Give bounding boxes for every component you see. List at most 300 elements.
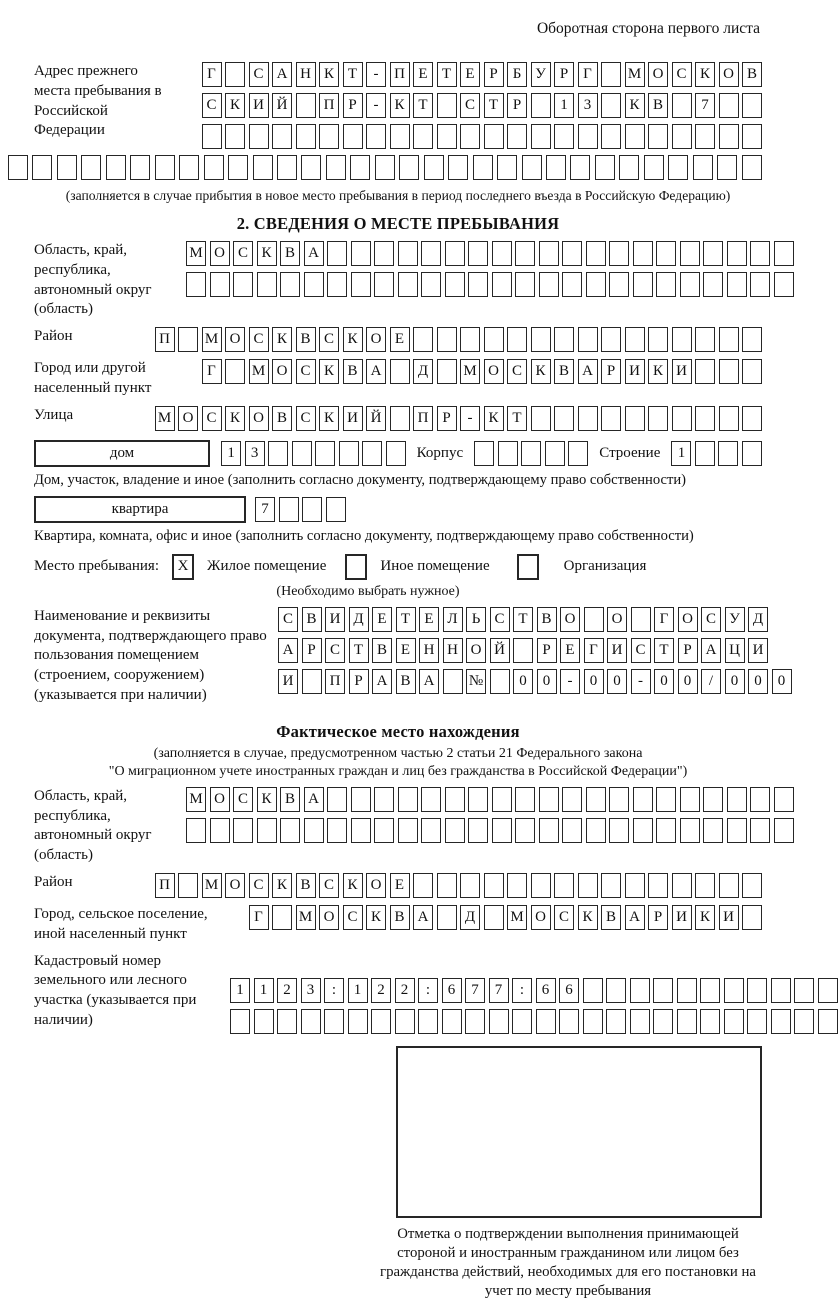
form-cell (672, 93, 692, 118)
form-cell: И (672, 905, 692, 930)
form-cell: В (272, 406, 292, 431)
form-cell: - (560, 669, 580, 694)
form-cell (202, 124, 222, 149)
form-cell (304, 272, 324, 297)
residence-type-note: (Необходимо выбрать нужное) (276, 583, 460, 599)
form-cell (515, 818, 535, 843)
form-cell (155, 155, 175, 180)
house-field: дом (34, 440, 210, 467)
form-cell: К (319, 62, 339, 87)
form-cell (178, 327, 198, 352)
form-cell: Л (443, 607, 463, 632)
form-cell (351, 787, 371, 812)
form-cell: О (560, 607, 580, 632)
form-cell (445, 818, 465, 843)
form-cell: Р (437, 406, 457, 431)
form-cell (473, 155, 493, 180)
form-cell: С (672, 62, 692, 87)
form-cell: О (225, 327, 245, 352)
cadastral-block (34, 952, 762, 1034)
form-cell: 0 (725, 669, 745, 694)
form-cell (719, 873, 739, 898)
apartment-caption: Квартира, комната, офис и иное (заполнить согласно документу, подтверждающему право собственности) (34, 527, 694, 544)
form-cell (351, 818, 371, 843)
form-cell (257, 272, 277, 297)
form-cell: Н (443, 638, 463, 663)
form-cell (484, 124, 504, 149)
form-cell (719, 124, 739, 149)
form-cell: В (537, 607, 557, 632)
form-cell: Е (390, 873, 410, 898)
actual-city-row (249, 905, 763, 930)
form-cell (747, 978, 767, 1003)
form-cell (374, 818, 394, 843)
form-cell: М (155, 406, 175, 431)
apartment-block (34, 496, 762, 523)
form-cell: Ц (725, 638, 745, 663)
form-cell (327, 818, 347, 843)
stroenie-cells (671, 441, 762, 466)
form-cell (562, 241, 582, 266)
form-cell: Г (578, 62, 598, 87)
korpus-label: Корпус (416, 444, 464, 461)
form-cell (460, 327, 480, 352)
form-cell: Н (419, 638, 439, 663)
form-cell (633, 241, 653, 266)
form-cell (653, 1009, 673, 1034)
form-cell: С (631, 638, 651, 663)
street-block (34, 406, 762, 431)
form-cell (568, 441, 588, 466)
form-cell: С (554, 905, 574, 930)
region-row-1 (186, 241, 794, 266)
form-cell (554, 873, 574, 898)
form-cell (774, 818, 794, 843)
prev-address-row-3 (202, 124, 763, 149)
district-label: Район (34, 328, 73, 345)
form-cell: К (319, 406, 339, 431)
district-row (155, 327, 763, 352)
cadastral-row-1 (230, 978, 838, 1003)
form-cell: К (225, 406, 245, 431)
form-cell (719, 406, 739, 431)
form-cell: А (272, 62, 292, 87)
form-cell: Е (413, 62, 433, 87)
form-cell (703, 241, 723, 266)
form-cell: И (672, 359, 692, 384)
form-cell (210, 272, 230, 297)
form-cell (437, 905, 457, 930)
city-row (202, 359, 763, 384)
form-cell (339, 441, 359, 466)
form-cell: А (278, 638, 298, 663)
form-cell: И (625, 359, 645, 384)
form-cell: О (607, 607, 627, 632)
form-cell: 0 (772, 669, 792, 694)
form-cell (489, 1009, 509, 1034)
form-cell: Г (202, 62, 222, 87)
form-cell (672, 124, 692, 149)
form-cell (750, 241, 770, 266)
form-cell (633, 818, 653, 843)
form-cell (468, 818, 488, 843)
form-cell: 3 (301, 978, 321, 1003)
form-cell: А (372, 669, 392, 694)
document-row-1 (278, 607, 792, 632)
prev-address-block (34, 62, 762, 149)
form-cell: Р (343, 93, 363, 118)
form-cell: В (302, 607, 322, 632)
form-cell (554, 406, 574, 431)
form-cell (742, 155, 762, 180)
form-cell (186, 272, 206, 297)
form-cell: М (296, 905, 316, 930)
form-cell: : (324, 978, 344, 1003)
form-cell: М (202, 873, 222, 898)
form-cell: Р (302, 638, 322, 663)
form-cell (656, 241, 676, 266)
form-cell (630, 978, 650, 1003)
form-cell (742, 441, 762, 466)
form-cell (625, 873, 645, 898)
region-block (34, 241, 762, 320)
form-cell (484, 327, 504, 352)
form-cell: В (280, 787, 300, 812)
form-cell (460, 124, 480, 149)
section2-title: 2. СВЕДЕНИЯ О МЕСТЕ ПРЕБЫВАНИЯ (236, 214, 560, 233)
form-cell: Г (202, 359, 222, 384)
form-cell (442, 1009, 462, 1034)
form-cell: 1 (671, 441, 691, 466)
form-cell (280, 272, 300, 297)
form-cell: Д (460, 905, 480, 930)
form-cell: 1 (348, 978, 368, 1003)
form-cell (437, 124, 457, 149)
form-cell: Р (554, 62, 574, 87)
form-cell (601, 406, 621, 431)
form-cell (724, 1009, 744, 1034)
form-cell (750, 272, 770, 297)
form-cell (225, 359, 245, 384)
form-cell (350, 155, 370, 180)
form-cell (398, 272, 418, 297)
form-cell (625, 327, 645, 352)
house-caption: Дом, участок, владение и иное (заполнить согласно документу, подтверждающему право собственности) (34, 471, 687, 488)
form-cell: 0 (678, 669, 698, 694)
cadastral-row-2 (230, 1009, 838, 1034)
form-cell: Д (413, 359, 433, 384)
form-cell (648, 124, 668, 149)
document-label: Наименование и реквизиты документа, подтверждающего право пользования помещением (строением, сооружением) (указывается при наличии) (34, 607, 267, 703)
form-cell (492, 241, 512, 266)
form-cell (774, 272, 794, 297)
form-cell: / (701, 669, 721, 694)
form-cell (631, 607, 651, 632)
form-cell: К (257, 787, 277, 812)
form-cell (578, 327, 598, 352)
form-cell: 3 (578, 93, 598, 118)
form-cell (186, 818, 206, 843)
form-cell: А (625, 905, 645, 930)
form-cell: К (578, 905, 598, 930)
form-cell: 1 (254, 978, 274, 1003)
form-cell: А (701, 638, 721, 663)
form-cell (703, 818, 723, 843)
form-cell: Р (678, 638, 698, 663)
form-cell: С (233, 241, 253, 266)
form-cell (443, 669, 463, 694)
form-cell (448, 155, 468, 180)
form-cell (279, 497, 299, 522)
form-cell (324, 1009, 344, 1034)
form-cell (460, 873, 480, 898)
option-residential-label: Жилое помещение (207, 558, 327, 575)
form-cell (742, 873, 762, 898)
form-cell (724, 978, 744, 1003)
form-cell: Т (484, 93, 504, 118)
form-cell (249, 124, 269, 149)
form-cell (375, 155, 395, 180)
form-cell (445, 241, 465, 266)
form-cell (703, 272, 723, 297)
actual-region-label: Область, край, республика, автономный округ (область) (34, 787, 152, 864)
form-cell (445, 272, 465, 297)
form-cell (292, 441, 312, 466)
form-cell: Г (584, 638, 604, 663)
form-cell (630, 1009, 650, 1034)
form-cell (233, 818, 253, 843)
form-cell (695, 327, 715, 352)
korpus-cells (474, 441, 588, 466)
form-cell (680, 272, 700, 297)
form-cell: Д (349, 607, 369, 632)
form-cell (204, 155, 224, 180)
form-cell (727, 241, 747, 266)
form-cell (539, 787, 559, 812)
form-cell (554, 124, 574, 149)
form-cell (595, 155, 615, 180)
form-cell: П (155, 327, 175, 352)
form-cell: Д (748, 607, 768, 632)
form-cell (296, 93, 316, 118)
form-cell (695, 124, 715, 149)
form-cell (695, 441, 715, 466)
house-number-cells (221, 441, 406, 466)
form-cell: В (390, 905, 410, 930)
form-cell (374, 241, 394, 266)
form-cell (210, 818, 230, 843)
form-cell: О (466, 638, 486, 663)
form-cell: В (601, 905, 621, 930)
form-cell: А (578, 359, 598, 384)
form-cell (742, 406, 762, 431)
form-cell: С (249, 873, 269, 898)
form-cell (351, 241, 371, 266)
prev-address-row-4 (8, 155, 762, 180)
form-cell (680, 818, 700, 843)
form-cell (326, 155, 346, 180)
form-cell: С (202, 406, 222, 431)
actual-region-row-1 (186, 787, 794, 812)
form-cell (515, 787, 535, 812)
form-cell: - (460, 406, 480, 431)
form-cell (57, 155, 77, 180)
form-cell (315, 441, 335, 466)
form-cell (277, 155, 297, 180)
form-cell: П (390, 62, 410, 87)
form-cell (633, 787, 653, 812)
form-cell (794, 978, 814, 1003)
form-cell (280, 818, 300, 843)
form-cell: У (725, 607, 745, 632)
form-cell (531, 406, 551, 431)
form-cell (421, 241, 441, 266)
form-cell: 0 (584, 669, 604, 694)
document-block (34, 607, 786, 706)
form-cell: И (278, 669, 298, 694)
form-cell: С (460, 93, 480, 118)
form-cell (586, 272, 606, 297)
form-cell: С (490, 607, 510, 632)
form-cell: Р (349, 669, 369, 694)
form-cell (633, 272, 653, 297)
form-cell (794, 1009, 814, 1034)
form-cell (539, 818, 559, 843)
cadastral-label: Кадастровый номер земельного или лесного участка (указывается при наличии) (34, 952, 197, 1028)
form-cell (719, 327, 739, 352)
prev-address-label: Адрес прежнего места пребывания в Российской Федерации (34, 63, 162, 139)
form-cell: Е (372, 607, 392, 632)
form-cell: О (178, 406, 198, 431)
form-cell (680, 241, 700, 266)
form-cell: К (272, 327, 292, 352)
form-cell (531, 93, 551, 118)
document-row-2 (278, 638, 792, 663)
form-cell: К (366, 905, 386, 930)
form-cell: М (202, 327, 222, 352)
apartment-cells (255, 497, 346, 522)
form-cell (515, 272, 535, 297)
form-cell: К (390, 93, 410, 118)
actual-region-rows (186, 787, 794, 843)
checkbox-residential: X (172, 554, 194, 580)
form-cell (327, 272, 347, 297)
form-cell (413, 124, 433, 149)
form-cell: И (343, 406, 363, 431)
form-cell (648, 327, 668, 352)
form-cell (578, 406, 598, 431)
form-cell: П (155, 873, 175, 898)
form-cell (586, 787, 606, 812)
form-cell (586, 818, 606, 843)
confirmation-stamp-box (396, 1046, 762, 1218)
form-cell: Р (484, 62, 504, 87)
form-cell (656, 787, 676, 812)
form-cell (695, 873, 715, 898)
form-cell (601, 62, 621, 87)
form-cell (695, 406, 715, 431)
checkbox-other-premises (345, 554, 367, 580)
form-cell: К (695, 905, 715, 930)
form-cell: О (249, 406, 269, 431)
actual-region-block (34, 787, 762, 866)
form-cell: Т (413, 93, 433, 118)
document-rows (278, 607, 792, 694)
form-cell (656, 818, 676, 843)
form-cell (672, 406, 692, 431)
form-cell (606, 1009, 626, 1034)
form-cell (586, 241, 606, 266)
actual-city-label: Город, сельское поселение, иной населенный пункт (34, 905, 208, 942)
form-cell (672, 327, 692, 352)
form-cell (717, 155, 737, 180)
form-cell: К (484, 406, 504, 431)
form-cell: Б (507, 62, 527, 87)
form-cell (512, 1009, 532, 1034)
form-cell: П (319, 93, 339, 118)
form-cell (327, 241, 347, 266)
form-cell (421, 818, 441, 843)
city-block (34, 359, 762, 399)
form-cell (507, 873, 527, 898)
form-cell (742, 93, 762, 118)
form-cell: И (748, 638, 768, 663)
form-cell (257, 818, 277, 843)
form-cell: 0 (607, 669, 627, 694)
form-cell (371, 1009, 391, 1034)
form-cell (695, 359, 715, 384)
form-cell (272, 905, 292, 930)
form-cell: К (257, 241, 277, 266)
form-cell (625, 406, 645, 431)
actual-district-row (155, 873, 763, 898)
form-cell (178, 873, 198, 898)
form-cell (625, 124, 645, 149)
form-cell (601, 327, 621, 352)
form-cell (742, 905, 762, 930)
form-cell (296, 124, 316, 149)
form-cell (521, 441, 541, 466)
form-cell: С (278, 607, 298, 632)
actual-location-title: Фактическое место нахождения (276, 721, 520, 741)
form-cell (277, 1009, 297, 1034)
form-cell: 0 (748, 669, 768, 694)
form-cell: А (304, 787, 324, 812)
form-cell (233, 272, 253, 297)
form-cell (468, 241, 488, 266)
form-cell (609, 787, 629, 812)
form-cell: К (272, 873, 292, 898)
form-cell: О (225, 873, 245, 898)
form-cell (648, 873, 668, 898)
form-cell: Г (654, 607, 674, 632)
form-cell: С (249, 327, 269, 352)
form-cell (609, 241, 629, 266)
form-cell: Р (648, 905, 668, 930)
form-cell (619, 155, 639, 180)
form-cell: 0 (654, 669, 674, 694)
page-corner-note: Оборотная сторона первого листа (536, 20, 760, 37)
form-cell (366, 124, 386, 149)
form-cell (81, 155, 101, 180)
form-cell: О (210, 787, 230, 812)
form-cell (601, 873, 621, 898)
form-cell (648, 406, 668, 431)
form-cell (700, 978, 720, 1003)
cadastral-rows (230, 978, 838, 1034)
region-rows (186, 241, 794, 297)
form-cell (774, 787, 794, 812)
